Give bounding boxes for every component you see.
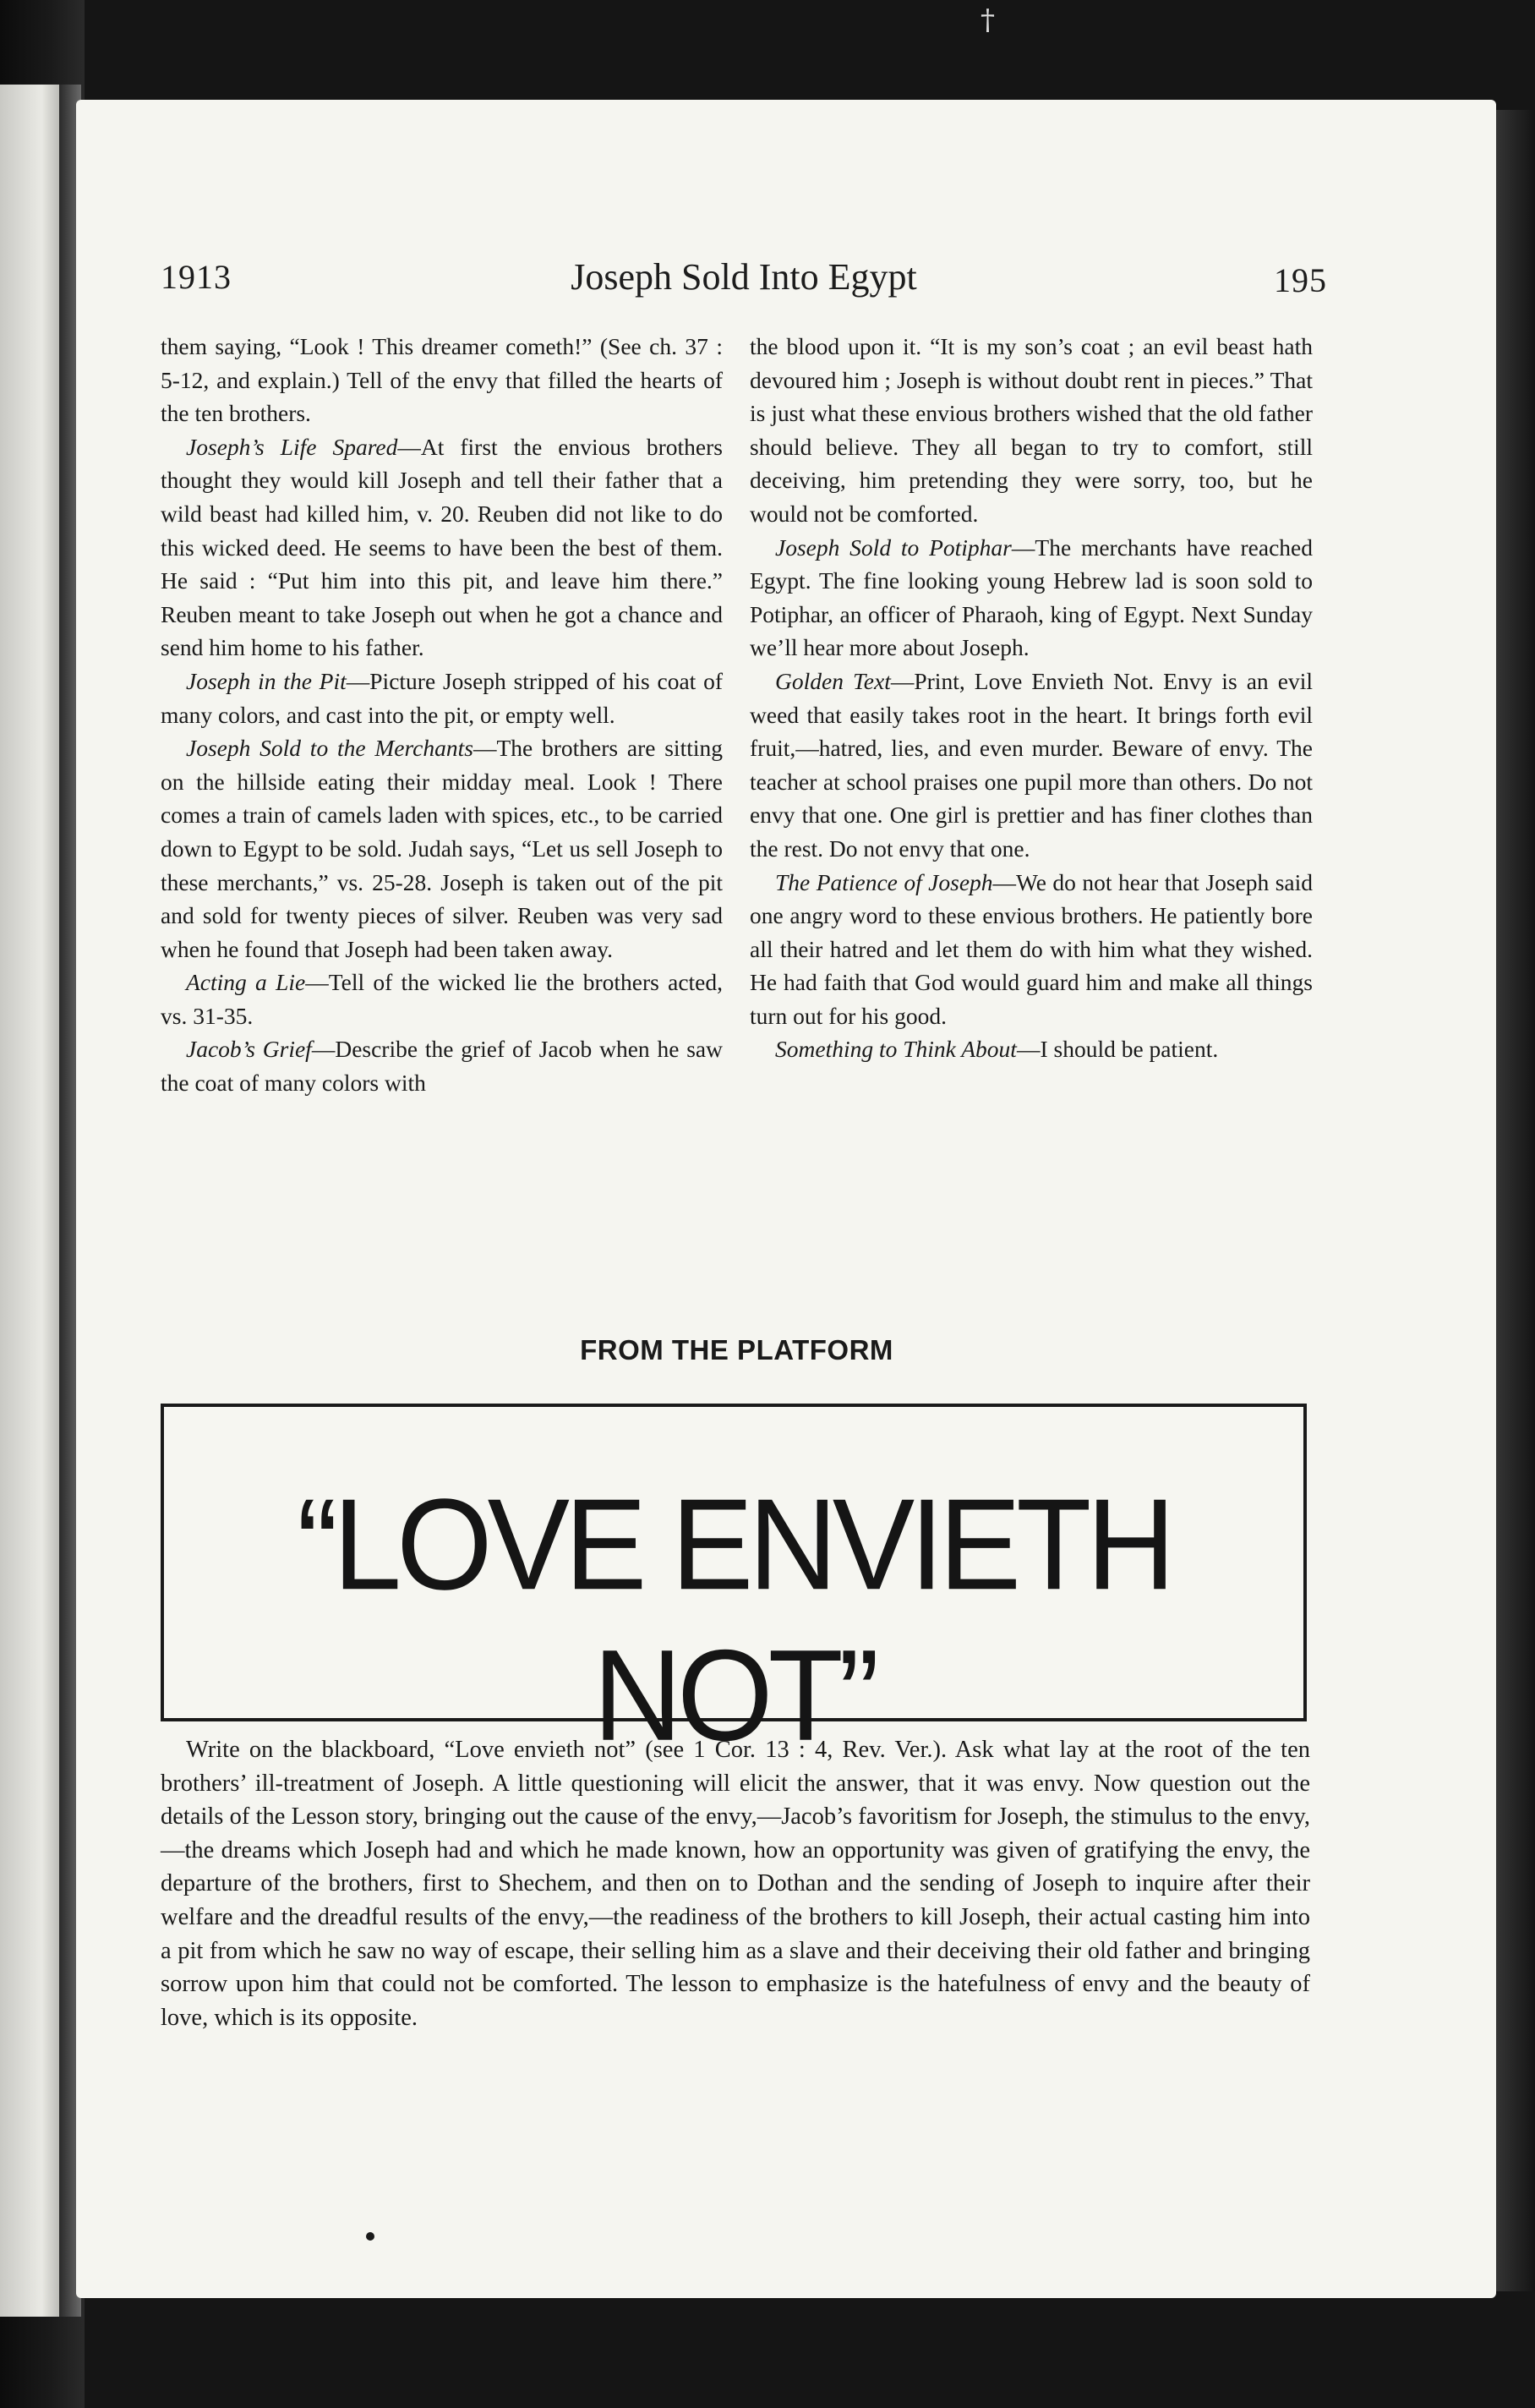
section-heading: Golden Text [775, 667, 891, 694]
section-body: —At first the envious brothers thought they would kill Joseph and tell their father that a wild beast had killed him, v. 20. Reuben did not like to do this wicked deed. He seems to have been the best of them. He said : “Put him into this pit, and leave him there.” Reuben meant to take Joseph out when he got a chance and send him home to his father. [161, 433, 723, 661]
closing-paragraph: Write on the blackboard, “Love envieth not” (see 1 Cor. 13 : 4, Rev. Ver.). Ask what lay at the root of the ten brothers’ ill-treatment of Joseph. A little questioning will elicit the answer, that it was envy. Now question out the details of the Lesson story, bringing out the cause of the envy,—Jacob’s favoritism for Joseph, the stimulus to the envy,—the dreams which Joseph had and which he made known, how an opportunity was given of gratifying the envy, the departure of the brothers, first to Shechem, and then on to Dothan and the sending of Joseph to inquire after their welfare and the dreadful results of the envy,—the readiness of the brothers to kill Joseph, their actual casting him into a pit from which he saw no way of escape, their selling him as a slave and their deceiving their old father and bringing sorrow upon him that could not be comforted. The lesson to emphasize is the hatefulness of envy and the beauty of love, which is its opposite. [161, 1737, 1310, 2031]
section-body: —The merchants have reached Egypt. The fine looking young Hebrew lad is soon sold to Potiphar, an officer of Pharaoh, king of Egypt. Next Sunday we’ll hear more about Joseph. [750, 534, 1313, 661]
section-heading: Joseph in the Pit [186, 667, 347, 694]
paragraph [161, 966, 723, 1032]
section-heading: The Patience of Joseph [775, 868, 993, 895]
previous-page-edge [0, 85, 59, 2317]
left-column [161, 330, 723, 1100]
scan-speck: † [981, 3, 995, 37]
blackboard-text: “LOVE ENVIETH NOT” [297, 1471, 1171, 1768]
year-label: 1913 [161, 258, 232, 296]
platform-heading: FROM THE PLATFORM [580, 1334, 893, 1365]
section-body: —Picture Joseph stripped of his coat of many colors, and cast into the pit, or empty well. [161, 667, 723, 728]
running-head [161, 255, 1327, 306]
book-right-edge [1489, 110, 1535, 2291]
right-column [750, 330, 1313, 1066]
section-body: —We do not hear that Joseph said one angry word to these envious brothers. He patiently bore all their hatred and let them do with him what they wished. He had faith that God would guard him and make all things turn out for his good. [750, 868, 1313, 1029]
section-heading: Joseph’s Life Spared [186, 433, 398, 460]
section-heading: Acting a Lie [186, 969, 306, 996]
paragraph [750, 1032, 1313, 1066]
section-body: —Tell of the wicked lie the brothers acted, vs. 31-35. [161, 969, 724, 1029]
section-heading: Joseph Sold to the Merchants [186, 735, 473, 762]
section-heading: Something to Think About [775, 1036, 1017, 1063]
paragraph [750, 665, 1313, 866]
paragraph [161, 430, 723, 665]
paragraph [750, 531, 1313, 665]
paragraph [161, 665, 723, 731]
paragraph [750, 866, 1313, 1033]
page-number: 195 [1274, 261, 1327, 299]
section-body: —Describe the grief of Jacob when he saw the coat of many colors with [161, 1036, 723, 1097]
section-body: —Print, Love Envieth Not. Envy is an evil weed that easily takes root in the heart. It brings forth evil fruit,—hatred, lies, and even murder. Beware of envy. The teacher at school praises one pupil more than others. Do not envy that one. One girl is prettier and has finer clothes than the rest. Do not envy that one. [750, 667, 1313, 862]
page-title: Joseph Sold Into Egypt [571, 256, 917, 298]
section-heading: Jacob’s Grief [186, 1036, 312, 1063]
section-body: —I should be patient. [1016, 1036, 1219, 1063]
paragraph [161, 1032, 723, 1099]
blackboard-box [161, 1404, 1307, 1768]
ink-dot [366, 2232, 374, 2241]
paragraph: them saying, “Look ! This dreamer cometh!” (See ch. 37 : 5-12, and explain.) Tell of the envy that filled the hearts of the ten brothers. [161, 333, 723, 427]
section-body: —The brothers are sitting on the hillside eating their midday meal. Look ! There comes a train of camels laden with spices, etc., to be carried down to Egypt to be sold. Judah says, “Let us sell Joseph to these merchants,” vs. 25-28. Joseph is taken out of the pit and sold for twenty pieces of silver. Reuben was very sad when he found that Joseph had been taken away. [161, 735, 723, 962]
section-heading: Joseph Sold to Potiphar [775, 534, 1012, 561]
paragraph: the blood upon it. “It is my son’s coat ; an evil beast hath devoured him ; Joseph is without doubt rent in pieces.” That is just what these envious brothers wished that the old father should believe. They all began to try to comfort, still deceiving, him pretending they were sorry, too, but he would not be comforted. [750, 333, 1313, 527]
paragraph [161, 731, 723, 966]
